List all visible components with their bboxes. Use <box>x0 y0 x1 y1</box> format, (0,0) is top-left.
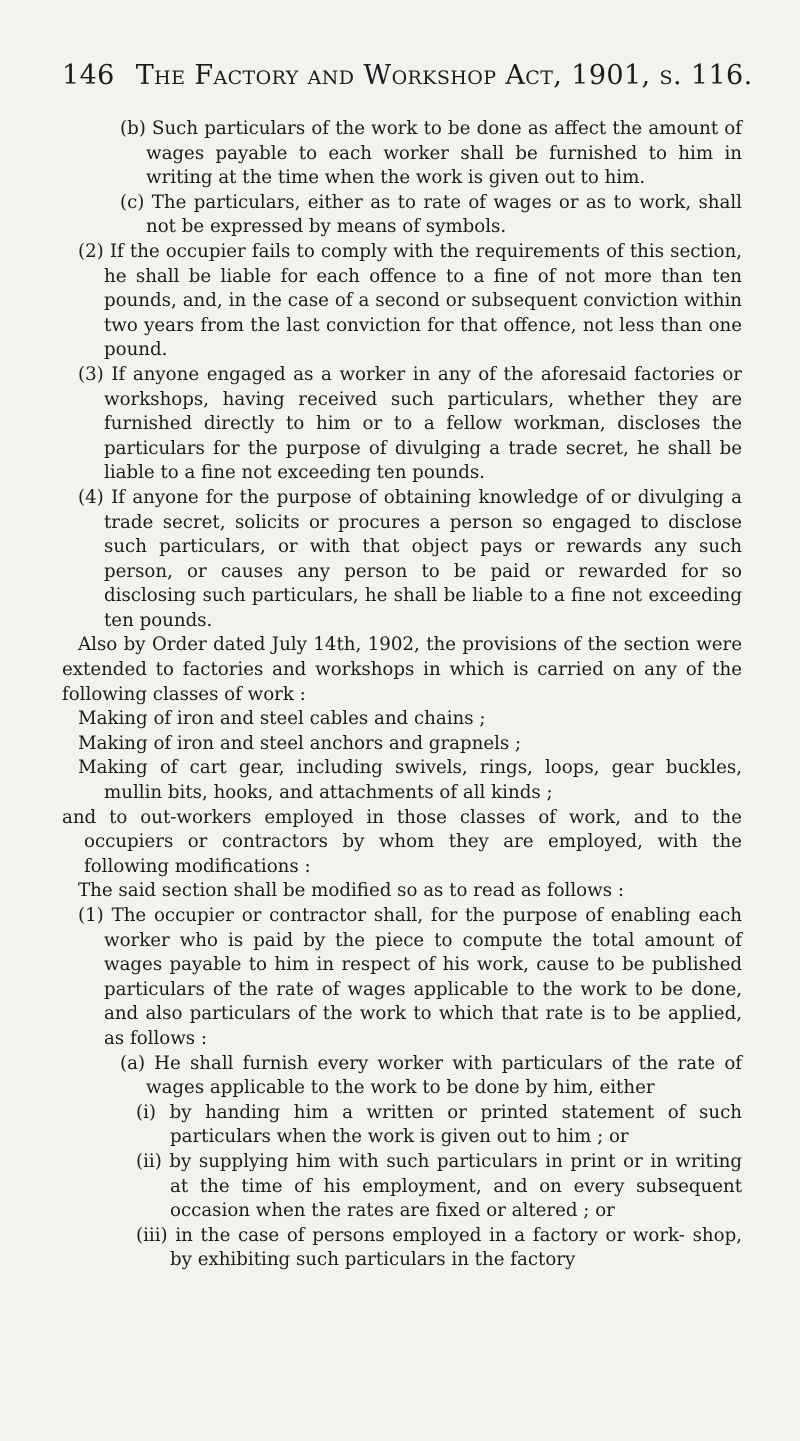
work-class-3: Making of cart gear, including swivels, rings, loops, gear buckles, mullin bits, hooks, and attachments of all kinds ; <box>78 757 742 804</box>
clause-3: (3) If anyone engaged as a worker in any of the aforesaid factories or workshops, having received such particulars, whether they are furnished directly to him or to a fellow workman, discloses the particulars for the purpose of divulging a trade secret, he shall be liable to a fine not exceeding ten pounds. <box>78 363 742 484</box>
work-class-1: Making of iron and steel cables and chains ; <box>78 708 486 730</box>
modified-clause-1a-ii: (ii) by supplying him with such particulars in print or in writing at the time of his employment, and on every subsequent occasion when the rates are fixed or altered ; or <box>136 1150 742 1222</box>
clause-1b: (b) Such particulars of the work to be done as affect the amount of wages payable to each worker shall be furnished to him in writing at the time when the work is given out to him. <box>120 118 742 189</box>
modified-clause-1a-iii: (iii) in the case of persons employed in a factory or work- shop, by exhibiting such particulars in the factory <box>136 1224 742 1271</box>
work-class-2: Making of iron and steel anchors and grapnels ; <box>78 732 522 754</box>
page-number: 146 <box>62 60 115 91</box>
modified-clause-1a-i: (i) by handing him a written or printed statement of such particulars when the work is given out to him ; or <box>136 1101 742 1148</box>
order-paragraph: Also by Order dated July 14th, 1902, the provisions of the section were extended to factories and workshops in which is carried on any of the following classes of work : <box>62 634 742 705</box>
modified-clause-1: (1) The occupier or contractor shall, for the purpose of enabling each worker who is paid by the piece to compute the total amount of wages payable to him in respect of his work, cause to be published particulars of the rate of wages applicable to the work to be done, and also particulars of the work to which that rate is to be applied, as follows : <box>78 905 742 1049</box>
clause-4: (4) If anyone for the purpose of obtaining knowledge of or divulging a trade secret, solicits or procures a person so engaged to disclose such particulars, or with that object pays or rewards any such person, or causes any person to be paid or rewarded for so disclosing such particulars, he shall be liable to a fine not exceeding ten pounds. <box>78 486 742 631</box>
out-workers-paragraph: and to out-workers employed in those classes of work, and to the occupiers or contractors by whom they are employed, with the following modifications : <box>62 806 742 877</box>
running-title: The Factory and Workshop Act, 1901, s. 116. <box>135 60 753 91</box>
modified-clause-1a: (a) He shall furnish every worker with particulars of the rate of wages applicable to the work to be done by him, either <box>120 1052 742 1099</box>
page-body <box>62 117 742 1273</box>
clause-2: (2) If the occupier fails to comply with the requirements of this section, he shall be liable for each offence to a fine of not more than ten pounds, and, in the case of a second or subsequent conviction within two years from the last conviction for that offence, not less than one pound. <box>78 240 742 361</box>
running-header <box>62 60 753 91</box>
modification-intro: The said section shall be modified so as to read as follows : <box>78 880 624 902</box>
clause-1c: (c) The particulars, either as to rate of wages or as to work, shall not be expressed by means of symbols. <box>120 191 742 238</box>
